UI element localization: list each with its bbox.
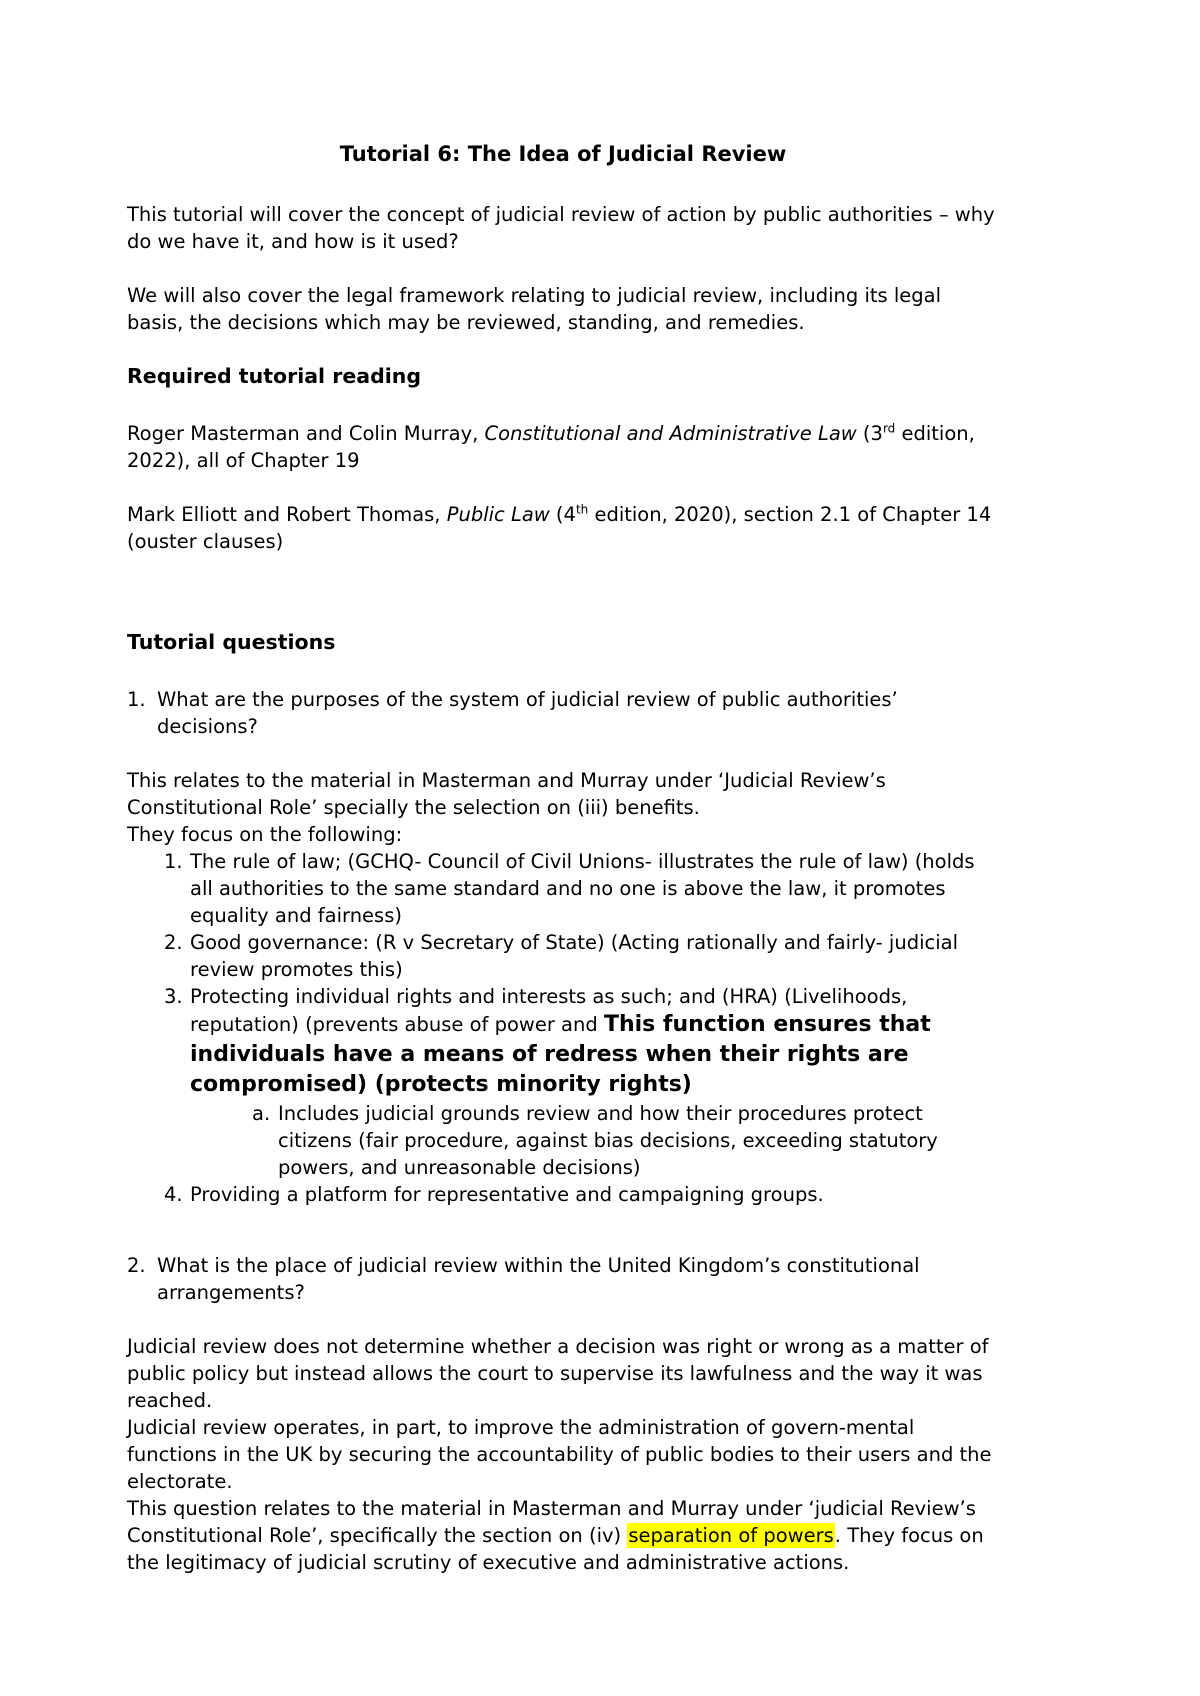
q1-point-1 <box>127 848 999 929</box>
document-title: Tutorial 6: The Idea of Judicial Review <box>339 142 787 166</box>
question-2 <box>127 1252 999 1306</box>
q1-point-3-text <box>190 983 999 1100</box>
reading-1-edition-pre: (3 <box>856 422 883 445</box>
question-1-text: What are the purposes of the system of judicial review of public authorities’ decisions? <box>157 688 898 738</box>
q1-points-list <box>127 848 999 1208</box>
reading-1-book-title: Constitutional and Administrative Law <box>484 422 857 445</box>
q2-commentary-line-1: Judicial review does not determine whether a decision was right or wrong as a matter of public policy but instead allows the court to supervise its lawfulness and the way it was reached. <box>127 1335 989 1412</box>
q2-commentary-line-2: Judicial review operates, in part, to improve the administration of govern-mental functions in the UK by securing the accountability of public bodies to their users and the electorate. <box>127 1416 992 1493</box>
q1-point-4-text: Providing a platform for representative and campaigning groups. <box>190 1183 824 1206</box>
q1-point-2-text: Good governance: (R v Secretary of State) (Acting rationally and fairly- judicial review promotes this) <box>190 931 958 981</box>
reading-2-book-title: Public Law <box>446 503 550 526</box>
reading-2-edition-pre: (4 <box>549 503 576 526</box>
reading-1-ordinal-superscript: rd <box>882 421 896 436</box>
q1-point-4 <box>127 1181 999 1208</box>
reading-2-authors: Mark Elliott and Robert Thomas, <box>127 503 447 526</box>
questions-section-heading: Tutorial questions <box>127 630 336 654</box>
q1-commentary-line-2: They focus on the following: <box>127 823 403 846</box>
question-2-number: 2. <box>127 1254 146 1277</box>
q1-point-1-number: 1. <box>164 850 183 873</box>
q1-point-4-number: 4. <box>164 1183 183 1206</box>
q2-commentary-highlighted-paragraph <box>127 1495 999 1576</box>
document-content <box>127 141 999 1576</box>
q1-point-3-text-regular: Protecting individual rights and interests as such; and (HRA) (Livelihoods, reputation) (prevents abuse of power and <box>190 985 908 1036</box>
intro-paragraph-2: We will also cover the legal framework relating to judicial review, including its legal basis, the decisions which may be reviewed, standing, and remedies. <box>127 284 942 334</box>
reading-1-authors: Roger Masterman and Colin Murray, <box>127 422 485 445</box>
q1-commentary-line-1: This relates to the material in Masterman and Murray under ‘Judicial Review’s Constitutional Role’ specially the selection on (iii) benefits. <box>127 769 886 819</box>
question-1-commentary <box>127 767 999 848</box>
reading-item-2 <box>127 501 999 555</box>
question-2-text: What is the place of judicial review within the United Kingdom’s constitutional arrangements? <box>157 1254 920 1304</box>
q1-point-3a <box>127 1100 999 1181</box>
q1-point-3a-letter: a. <box>252 1102 271 1125</box>
question-1 <box>127 686 999 740</box>
reading-2-ordinal-superscript: th <box>575 502 589 517</box>
q1-point-2 <box>127 929 999 983</box>
intro-paragraph-1: This tutorial will cover the concept of judicial review of action by public authorities – why do we have it, and how is it used? <box>127 203 995 253</box>
reading-item-1 <box>127 420 999 474</box>
q1-point-3 <box>127 983 999 1100</box>
reading-2-details: edition, 2020), section 2.1 of Chapter 14 (ouster clauses) <box>127 503 992 553</box>
q2-highlight-pre-text: This question relates to the material in Masterman and Murray under ‘judicial Review’s Constitutional Role’, specifically the section on (iv) <box>127 1497 976 1547</box>
question-2-commentary <box>127 1333 999 1576</box>
q1-point-1-text: The rule of law; (GCHQ- Council of Civil Unions- illustrates the rule of law) (holds all authorities to the same standard and no one is above the law, it promotes equality and fairness) <box>190 850 975 927</box>
q1-point-2-number: 2. <box>164 931 183 954</box>
reading-1-details: edition, 2022), all of Chapter 19 <box>127 422 975 472</box>
highlighted-text: separation of powers <box>628 1524 834 1547</box>
question-1-number: 1. <box>127 688 146 711</box>
q1-point-3-bold-emphasis: This function ensures that individuals have a means of redress when their rights are compromised) (protects minority rights) <box>190 1012 931 1097</box>
reading-section-heading: Required tutorial reading <box>127 364 422 388</box>
q1-point-3a-text: Includes judicial grounds review and how their procedures protect citizens (fair procedure, against bias decisions, exceeding statutory powers, and unreasonable decisions) <box>278 1102 938 1179</box>
q2-highlight-post-text: . They focus on the legitimacy of judicial scrutiny of executive and administrative actions. <box>127 1524 984 1574</box>
q1-point-3-number: 3. <box>164 985 183 1008</box>
